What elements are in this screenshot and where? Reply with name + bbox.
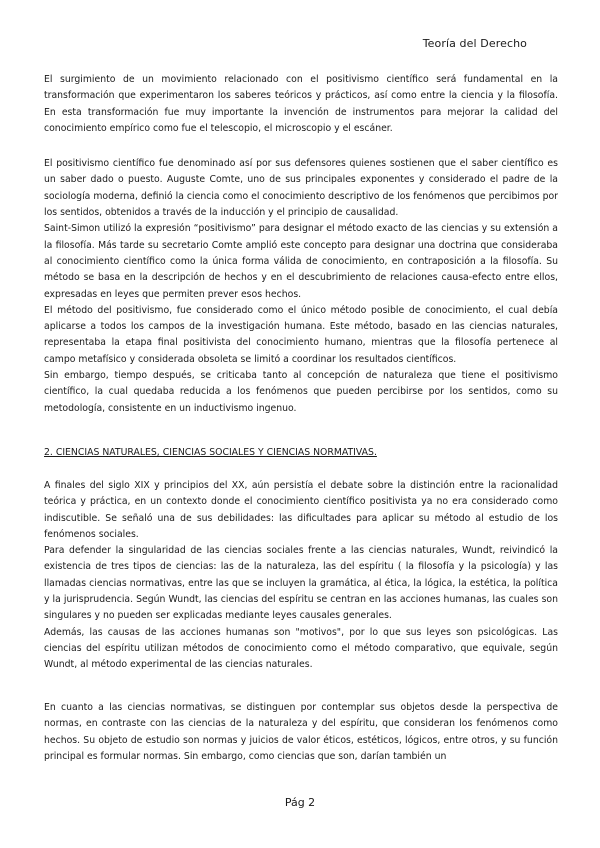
section-sciences	[44, 478, 558, 674]
paragraph: A finales del siglo XIX y principios del XX, aún persistía el debate sobre la distinción entre la racionalidad teórica y práctica, en un contexto donde el conocimiento científico positivista ya no era considerado como indiscutible. Se señaló una de sus debilidades: las dificultades para aplicar su método al estudio de los fenómenos sociales.	[44, 480, 558, 540]
paragraph: Sin embargo, tiempo después, se criticaba tanto al concepción de naturaleza que tiene el positivismo científico, la cual quedaba reducida a los fenómenos que pueden percibirse por los sentidos, como su metodología, consistente en un inductivismo ingenuo.	[44, 370, 558, 414]
paragraph: Saint-Simon utilizó la expresión “positivismo” para designar el método exacto de las ciencias y su extensión a la filosofía. Más tarde su secretario Comte amplió este concepto para designar una doctrina que consideraba al conocimiento científico como la única forma válida de conocimiento, en contraposición a la filosofía. Su método se basa en la descripción de hechos y en el descubrimiento de relaciones causa-efecto entre ellos, expresadas en leyes que permiten prever esos hechos.	[44, 223, 558, 300]
page-number: Pág 2	[284, 796, 316, 809]
paragraph: El surgimiento de un movimiento relacionado con el positivismo científico será fundamental en la transformación que experimentaron los saberes teóricos y prácticos, así como entre la ciencia y la filosofía. En esta transformación fue muy importante la invención de instrumentos para mejorar la calidad del conocimiento empírico como fue el telescopio, el microscopio y el escáner.	[44, 74, 558, 134]
paragraph: El positivismo científico fue denominado así por sus defensores quienes sostienen que el saber científico es un saber dado o puesto. Auguste Comte, uno de sus principales exponentes y considerado el padre de la sociología moderna, definió la ciencia como el conocimiento descriptivo de los fenómenos que percibimos por los sentidos, obtenidos a través de la inducción y el principio de causalidad.	[44, 158, 558, 219]
paragraph: Para defender la singularidad de las ciencias sociales frente a las ciencias naturales, Wundt, reivindicó la existencia de tres tipos de ciencias: las de la naturaleza, las del espíritu ( la filosofía y la psicología) y las llamadas ciencias normativas, entre las que se incluyen la gramática, al ética, la lógica, la estética, la política y la jurisprudencia. Según Wundt, las ciencias del espíritu se centran en las acciones humanas, las cuales son singulares y no pueden ser explicadas mediante leyes causales generales.	[44, 545, 558, 622]
section-positivism	[44, 72, 558, 417]
paragraph: En cuanto a las ciencias normativas, se distinguen por contemplar sus objetos desde la perspectiva de normas, en contraste con las ciencias de la naturaleza y del espíritu, que consideran los fenómenos como hechos. Su objeto de estudio son normas y juicios de valor éticos, estéticos, lógicos, entre otros, y su función principal es formular normas. Sin embargo, como ciencias que son, darían también un	[44, 702, 558, 762]
running-header: Teoría del Derecho	[422, 37, 527, 50]
paragraph: El método del positivismo, fue considerado como el único método posible de conocimiento, el cual debía aplicarse a todos los campos de la investigación humana. Este método, basado en las ciencias naturales, representaba la etapa final positivista del conocimiento humano, mientras que la filosofía pertenece al campo metafísico y considerada obsoleta se limitó a coordinar los resultados científicos.	[44, 304, 558, 365]
section-heading: 2. CIENCIAS NATURALES, CIENCIAS SOCIALES Y CIENCIAS NORMATIVAS.	[44, 447, 377, 458]
section-normative	[44, 700, 558, 765]
paragraph: Además, las causas de las acciones humanas son "motivos", por lo que sus leyes son psicológicas. Las ciencias del espíritu utilizan métodos de conocimiento como el método comparativo, que equivale, según Wundt, al método experimental de las ciencias naturales.	[44, 626, 558, 671]
